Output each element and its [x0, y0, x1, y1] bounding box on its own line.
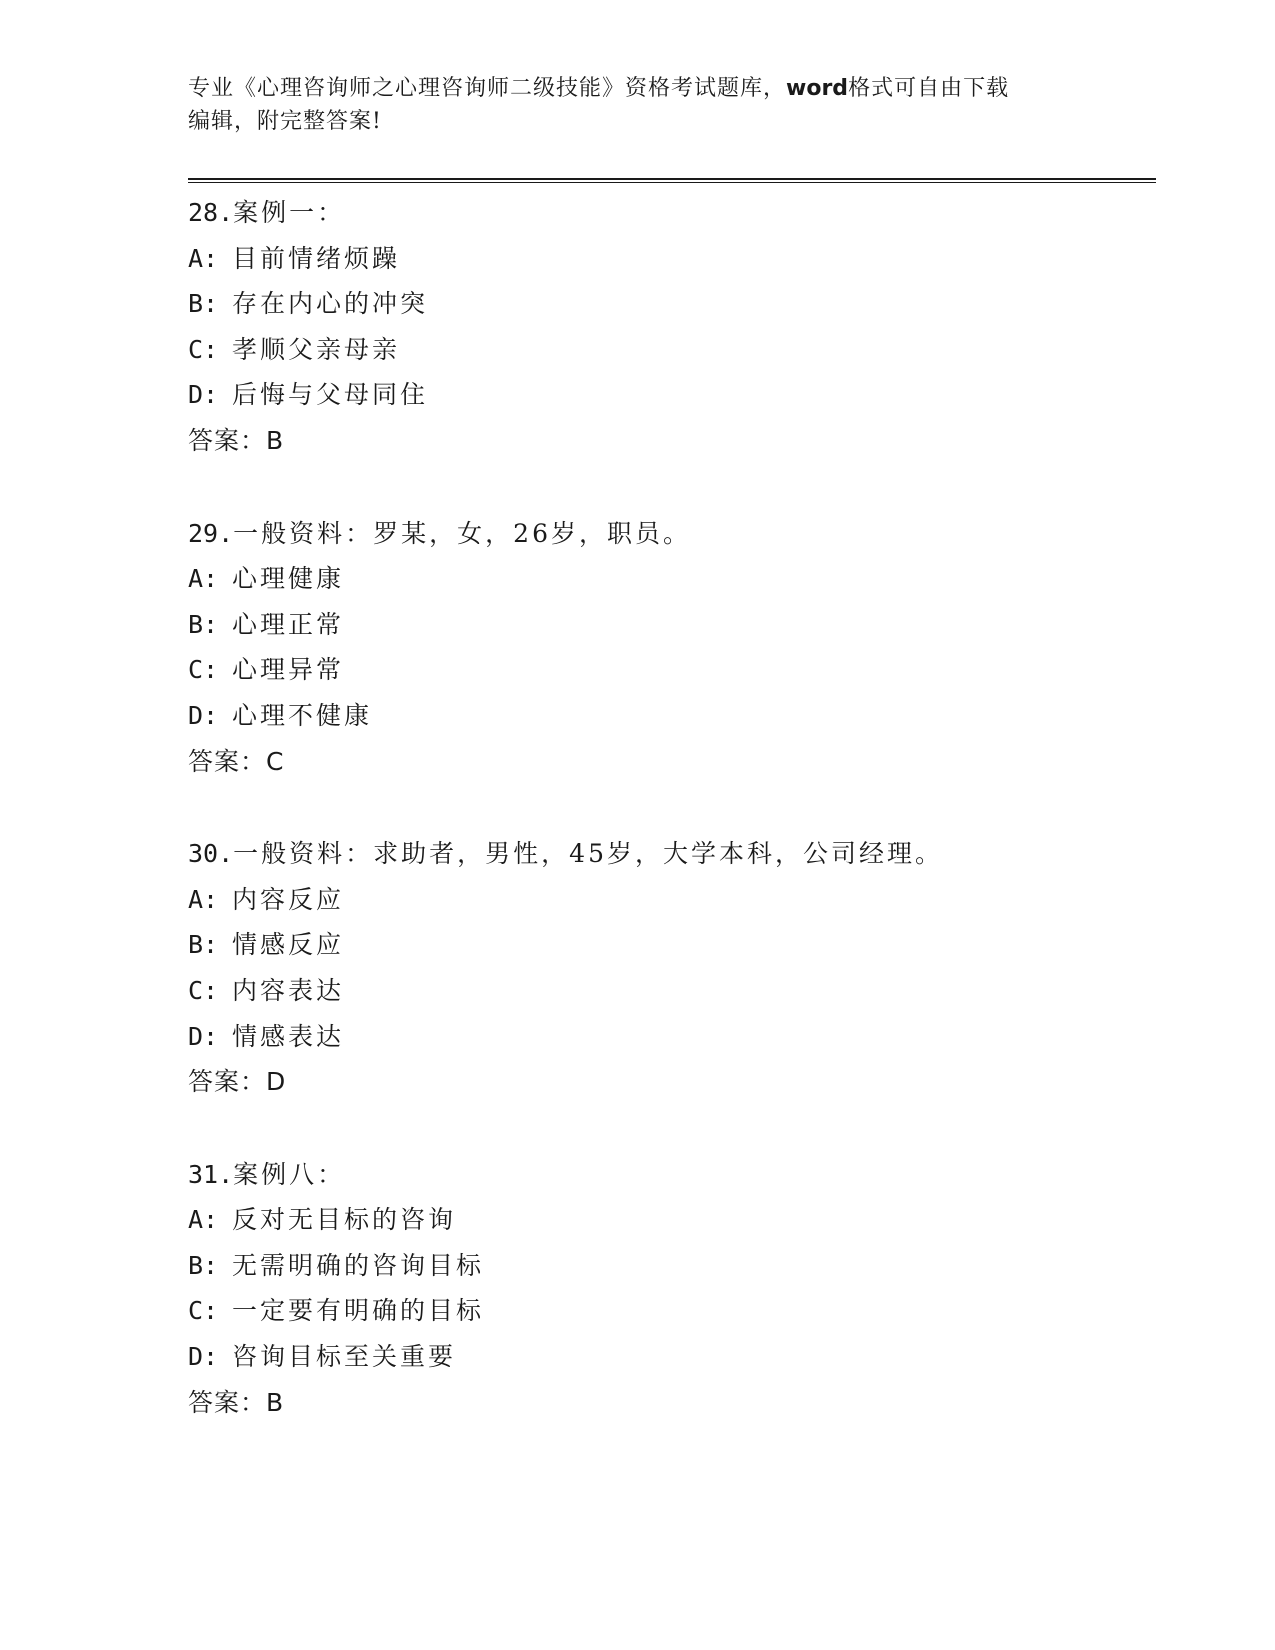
- option-text: 心理异常: [232, 655, 345, 685]
- question-text: 一般资料：罗某，女，26岁，职员。: [233, 518, 691, 548]
- option-c: [188, 647, 1148, 693]
- header-word-format: word: [786, 76, 849, 101]
- question-stem: [188, 190, 1148, 236]
- option-text: 无需明确的咨询目标: [232, 1250, 485, 1280]
- question-stem: [188, 511, 1148, 557]
- option-label: A:: [188, 884, 219, 914]
- header-line-1: [188, 72, 1088, 105]
- option-d: [188, 1334, 1148, 1380]
- answer-line: [188, 1059, 1148, 1105]
- option-text: 心理正常: [232, 609, 345, 639]
- question-number: 30.: [188, 839, 234, 869]
- option-a: [188, 1197, 1148, 1243]
- header-line-1-end: 格式可自由下载: [848, 76, 1010, 101]
- header-line-2: 编辑，附完整答案!: [188, 109, 382, 134]
- option-label: A:: [188, 1205, 219, 1235]
- question-text: 一般资料：求助者，男性，45岁，大学本科，公司经理。: [233, 839, 943, 869]
- option-text: 情感表达: [232, 1021, 345, 1051]
- option-a: [188, 236, 1148, 282]
- option-label: C:: [188, 975, 219, 1005]
- answer-label: 答案：: [188, 746, 267, 776]
- option-label: D:: [188, 380, 219, 410]
- option-label: B:: [188, 1250, 219, 1280]
- option-d: [188, 372, 1148, 418]
- option-label: C:: [188, 655, 219, 685]
- option-d: [188, 693, 1148, 739]
- answer-line: [188, 418, 1148, 464]
- option-text: 存在内心的冲突: [232, 289, 429, 319]
- option-a: [188, 556, 1148, 602]
- question-text: 案例一：: [233, 198, 346, 227]
- option-label: A:: [188, 564, 219, 594]
- question-list: [188, 190, 1148, 1472]
- option-text: 心理健康: [232, 564, 345, 594]
- answer-label: 答案：: [188, 1067, 267, 1097]
- answer-line: [188, 1380, 1148, 1426]
- option-label: D:: [188, 700, 219, 730]
- option-b: [188, 922, 1148, 968]
- question-stem: [188, 1152, 1148, 1198]
- option-text: 孝顺父亲母亲: [232, 334, 401, 364]
- option-text: 内容表达: [232, 975, 345, 1005]
- option-b: [188, 281, 1148, 327]
- option-label: B:: [188, 609, 219, 639]
- option-text: 目前情绪烦躁: [232, 243, 401, 273]
- answer-label: 答案：: [188, 425, 267, 455]
- option-text: 情感反应: [232, 930, 345, 960]
- option-c: [188, 968, 1148, 1014]
- answer-label: 答案：: [188, 1387, 267, 1417]
- option-text: 内容反应: [232, 884, 345, 914]
- option-a: [188, 877, 1148, 923]
- answer-value: D: [266, 1067, 287, 1097]
- option-c: [188, 327, 1148, 373]
- answer-value: B: [266, 425, 285, 455]
- question-28: [188, 190, 1148, 464]
- option-b: [188, 602, 1148, 648]
- question-number: 28.: [188, 198, 234, 227]
- option-d: [188, 1014, 1148, 1060]
- option-label: B:: [188, 289, 219, 319]
- answer-value: B: [266, 1387, 285, 1417]
- option-label: D:: [188, 1021, 219, 1051]
- document-header: [188, 72, 1088, 138]
- answer-value: C: [266, 746, 285, 776]
- question-number: 29.: [188, 518, 234, 548]
- option-text: 一定要有明确的目标: [232, 1296, 485, 1326]
- question-number: 31.: [188, 1159, 234, 1189]
- option-text: 后悔与父母同住: [232, 380, 429, 410]
- option-label: B:: [188, 930, 219, 960]
- option-b: [188, 1243, 1148, 1289]
- option-label: D:: [188, 1342, 219, 1372]
- option-text: 咨询目标至关重要: [232, 1342, 457, 1372]
- question-stem: [188, 831, 1148, 877]
- question-30: [188, 831, 1148, 1105]
- option-c: [188, 1288, 1148, 1334]
- option-label: A:: [188, 243, 219, 273]
- header-line-1-start: 专业《心理咨询师之心理咨询师二级技能》资格考试题库，: [188, 76, 787, 101]
- header-divider: [188, 178, 1156, 183]
- option-label: C:: [188, 1296, 219, 1326]
- option-label: C:: [188, 334, 219, 364]
- option-text: 反对无目标的咨询: [232, 1205, 457, 1235]
- option-text: 心理不健康: [232, 700, 373, 730]
- question-text: 案例八：: [233, 1159, 346, 1189]
- answer-line: [188, 739, 1148, 785]
- question-29: [188, 511, 1148, 785]
- question-31: [188, 1152, 1148, 1426]
